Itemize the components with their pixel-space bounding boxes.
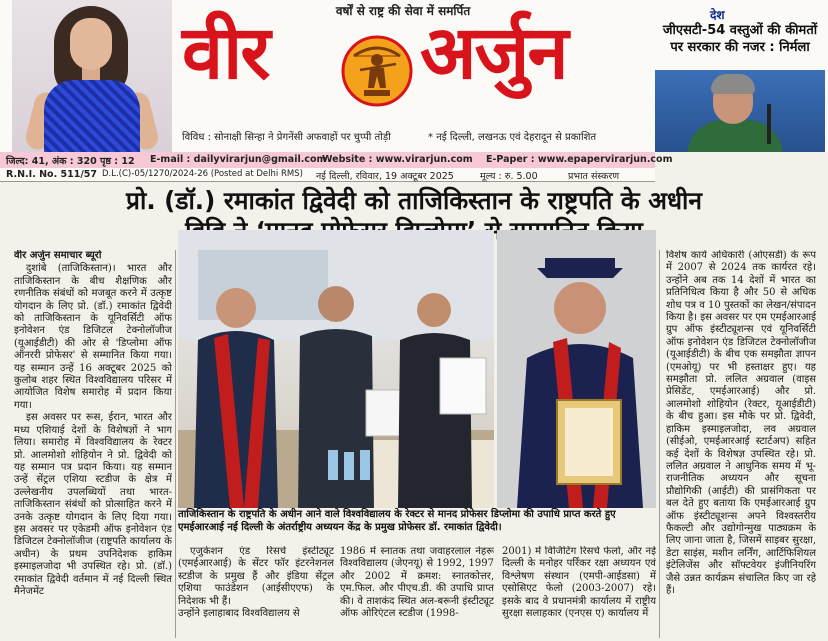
email-info: E-mail : dailyvirarjun@gmail.com <box>150 154 327 165</box>
issue-info: जिल्द: 41, अंक : 320 पृष्ठ : 12 <box>6 156 135 167</box>
postal-info: D.L.(C)-05/1270/2024-26 (Posted at Delhi RMS) <box>102 169 303 179</box>
price-info: मूल्य : रु. 5.00 <box>480 171 538 182</box>
logo-text-right: अर्जुन <box>420 10 567 96</box>
info-bar-contact <box>0 152 673 168</box>
article-paragraph-1: दुशांबे (ताजिकिस्तान)। भारत और ताजिकिस्तान के बीच शैक्षणिक और रणनीतिक संबंधों को मजबूत करने में उत्कृष्ट योगदान के लिए प्रो. (डॉ.) रमाकांत द्विवेदी को ताजिकिस्तान के यूनिवर्सिटी ऑफ इनोवेशन एंड डिजिटल टेक्नोलॉजीज (यूआईडीटी) की ओर से 'डिप्लोमा ऑफ ऑनररी प्रोफेसर' से सम्मानित किया गया। यह सम्मान उन्हें 16 अक्टूबर 2025 को कुलोब शहर स्थित विश्वविद्यालय परिसर में आयोजित विशेष समारोह में प्रदान किया गया। <box>14 263 172 411</box>
article-column-4 <box>502 546 656 638</box>
ceremony-photo <box>178 230 494 508</box>
epaper-info: E-Paper : www.epapervirarjun.com <box>486 154 673 165</box>
info-bar-registration <box>0 168 655 182</box>
logo-text-left: वीर <box>182 10 269 96</box>
bureau-byline: वीर अर्जुन समाचार ब्यूरो <box>14 250 102 261</box>
celebrity-photo <box>12 0 172 152</box>
archer-emblem-icon <box>340 34 414 108</box>
column-divider <box>659 250 660 638</box>
ceremony-illustration <box>178 230 494 508</box>
rni-info: R.N.I. No. 511/57 <box>6 169 98 180</box>
photo-caption: ताजिकिस्तान के राष्ट्रपति के अधीन आने वाले विश्वविद्यालय के रेक्टर से मानद प्रोफेसर डिप्लोमा की उपाधि प्राप्त करते हुए एमईआरआई नई दिल्ली के अंतर्राष्ट्रीय अध्ययन केंद्र के प्रमुख प्रोफेसर डॉ. रमाकांत द्विवेदी। <box>178 509 616 533</box>
portrait-illustration <box>497 230 656 508</box>
side-headline: जीएसटी-54 वस्तुओं की कीमतों पर सरकार की नजर : निर्मला <box>662 23 818 55</box>
masthead-byline-row <box>182 124 652 146</box>
masthead-teaser: विविध : सोनाक्षी सिन्हा ने प्रेगनेंसी अफवाहों पर चुप्पी तोड़ी <box>182 132 391 143</box>
edition-info: प्रभात संस्करण <box>568 171 620 182</box>
side-section-label: देश <box>710 8 725 22</box>
website-info: Website : www.virarjun.com <box>322 154 473 165</box>
article-column-1 <box>14 250 172 638</box>
masthead-tagline: वर्षों से राष्ट्र की सेवा में समर्पित <box>335 4 471 18</box>
article-column-5 <box>666 250 816 638</box>
article-column-3 <box>340 546 494 638</box>
dateline: नई दिल्ली, रविवार, 19 अक्टूबर 2025 <box>316 171 454 182</box>
column-divider <box>175 250 176 638</box>
masthead <box>0 0 828 152</box>
side-story-photo <box>655 70 825 152</box>
article-paragraph-5: 2001) में विजिटिंग रिसर्च फेलो, और नई दिल्ली के मनोहर पर्रिकर रक्षा अध्ययन एवं विश्लेषण संस्थान (एमपी-आईडसा) में एसोसिएट फेलो (2003-2007) रहे। इसके बाद वे प्रधानमंत्री कार्यालय में राष्ट्रीय सुरक्षा सलाहकार (एनएस ए) कार्यालय में <box>502 546 656 620</box>
article-column-2 <box>178 546 334 638</box>
portrait-photo <box>497 230 656 508</box>
headline-line-1: प्रो. (डॉ.) रमाकांत द्विवेदी को ताजिकिस्तान के राष्ट्रपति के अधीन <box>126 186 702 215</box>
article-paragraph-4: 1986 में स्नातक तथा जवाहरलाल नेहरू विश्वविद्यालय (जेएनयू) से 1992, 1997 और 2002 में क्रमश: स्नातकोत्तर, एम.फिल. और पीएच.डी. की उपाधि प्राप्त की। वे ताशकंद स्थित अल-बरूनी इंस्टीट्यूट ऑफ ओरिएंटल स्टडीज (1998- <box>340 546 494 620</box>
article-paragraph-2: इस अवसर पर रूस, ईरान, भारत और मध्य एशियाई देशों के विशेषज्ञों ने भाग लिया। समारोह में विश्वविद्यालय के रेक्टर प्रो. आलमोशो शोहियोन ने प्रो. द्विवेदी को यह सम्मान पत्र प्रदान किया। यह सम्मान उन्हें सेंट्रल एशिया स्टडीज के क्षेत्र में उल्लेखनीय उपलब्धियों तथा भारत-ताजिकिस्तान संबंधों को प्रोत्साहित करने में उनके उत्कृष्ट योगदान के लिए दिया गया। इस अवसर पर एकेडमी ऑफ इनोवेशन एंड डिजिटल टेक्नोलॉजीज (राष्ट्रपति कार्यालय के अधीन) के प्रथम उपनिदेशक हाकिम इस्माइलजोदा भी उपस्थित रहे। प्रो. (डॉ.) रमाकांत द्विवेदी वर्तमान में नई दिल्ली स्थित मैनेजमेंट <box>14 412 172 597</box>
masthead-editions: * नई दिल्ली, लखनऊ एवं देहरादून से प्रकाशित <box>428 132 597 143</box>
article-paragraph-3: एजुकेशन एंड रिसर्च इंस्टीट्यूट (एमईआरआई) के सेंटर फॉर इंटरनेशनल स्टडीज के प्रमुख हैं और इंडिया सेंट्रल एशिया फाउंडेशन (आईसीएएफ) के निदेशक भी हैं। उन्होंने इलाहाबाद विश्वविद्यालय से <box>178 546 334 620</box>
article-paragraph-6: विशेष कार्य अधिकारी (ओएसडी) के रूप में 2007 से 2024 तक कार्यरत रहे। उन्होंने अब तक 14 देशों में भारत का प्रतिनिधित्व किया है और 50 से अधिक शोध पत्र व 10 पुस्तकों का लेखन/संपादन किया है। इस अवसर पर एम एमईआरआई ग्रुप ऑफ इंस्टीट्यूशन्स एवं यूनिवर्सिटी ऑफ इनोवेशन एंड डिजिटल टेक्नोलॉजीज (यूआईडीटी) के बीच एक समझौता ज्ञापन (एमओयू) पर भी हस्ताक्षर हुए। यह समझौता प्रो. ललित अग्रवाल (वाइस प्रेसिडेंट, एमईआरआई) और प्रो. आलमोशो शोहियोन (रेक्टर, यूआईडीटी) के बीच हुआ। इस मौके पर प्रो. द्विवेदी, हाकिम इस्माइलजोदा, लव अग्रवाल (सीईओ, एमईआरआई स्टार्टअप) सहित कई देशों के विशेषज्ञ उपस्थित रहे। प्रो. ललित अग्रवाल ने आधुनिक समय में भू-राजनीतिक अध्ययन और सूचना प्रौद्योगिकी (आईटी) की प्रासंगिकता पर बल देते हुए बताया कि एमईआरआई ग्रुप ऑफ इंस्टीट्यूशन्स अपने विश्वस्तरीय फैकल्टी और उद्योगोन्मुख पाठ्यक्रम के लिए जाना जाता है, जिसमें साइबर सुरक्षा, डेटा साइंस, मशीन लर्निंग, आर्टिफिशियल इंटेलिजेंस और सॉफ्टवेयर इंजीनियरिंग जैसे उन्नत कार्यक्रम संचालित किए जा रहे हैं। <box>666 250 816 596</box>
